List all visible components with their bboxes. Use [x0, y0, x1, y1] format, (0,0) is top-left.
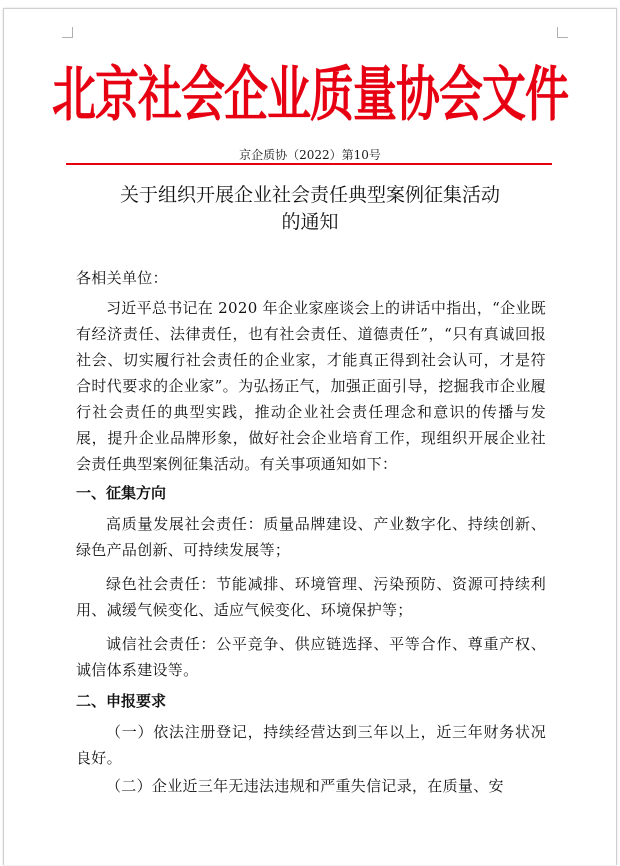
section-1-item: 绿色社会责任：节能减排、环境管理、污染预防、资源可持续利用、减缓气候变化、适应气候变化、环境保护等； — [76, 575, 546, 619]
page-corner-mark — [62, 27, 73, 38]
document-body — [76, 265, 546, 799]
section-2-item: （二）企业近三年无违法违规和严重失信记录，在质量、安 — [106, 777, 504, 795]
document-masthead: 北京社会企业质量协会文件 — [52, 60, 568, 130]
section-1-item: 高质量发展社会责任：质量品牌建设、产业数字化、持续创新、绿色产品创新、可持续发展等； — [76, 515, 546, 559]
section-1-heading: 一、征集方向 — [76, 484, 167, 502]
title-line-1: 关于组织开展企业社会责任典型案例征集活动 — [119, 184, 500, 206]
masthead-divider — [66, 163, 552, 165]
document-number: 京企质协（2022）第10号 — [239, 148, 381, 162]
document-title — [0, 182, 620, 236]
page-corner-mark — [557, 27, 568, 38]
greeting: 各相关单位： — [76, 269, 168, 287]
section-2-item: （一）依法注册登记，持续经营达到三年以上，近三年财务状况良好。 — [76, 723, 546, 767]
intro-paragraph: 习近平总书记在 2020 年企业家座谈会上的讲话中指出，“企业既有经济责任、法律责任，也有社会责任、道德责任”，“只有真诚回报社会、切实履行社会责任的企业家，才能真正得到社会认可，才是符合时代要求的企业家”。为弘扬正气，加强正面引导，挖掘我市企业履行社会责任的典型实践，推动企业社会责任理念和意识的传播与发展，提升企业品牌形象，做好社会企业培育工作，现组织开展企业社会责任典型案例征集活动。有关事项通知如下： — [76, 299, 546, 473]
title-line-2: 的通知 — [281, 211, 339, 233]
section-2-heading: 二、申报要求 — [76, 692, 167, 710]
section-1-item: 诚信社会责任：公平竞争、供应链选择、平等合作、尊重产权、诚信体系建设等。 — [76, 635, 546, 679]
